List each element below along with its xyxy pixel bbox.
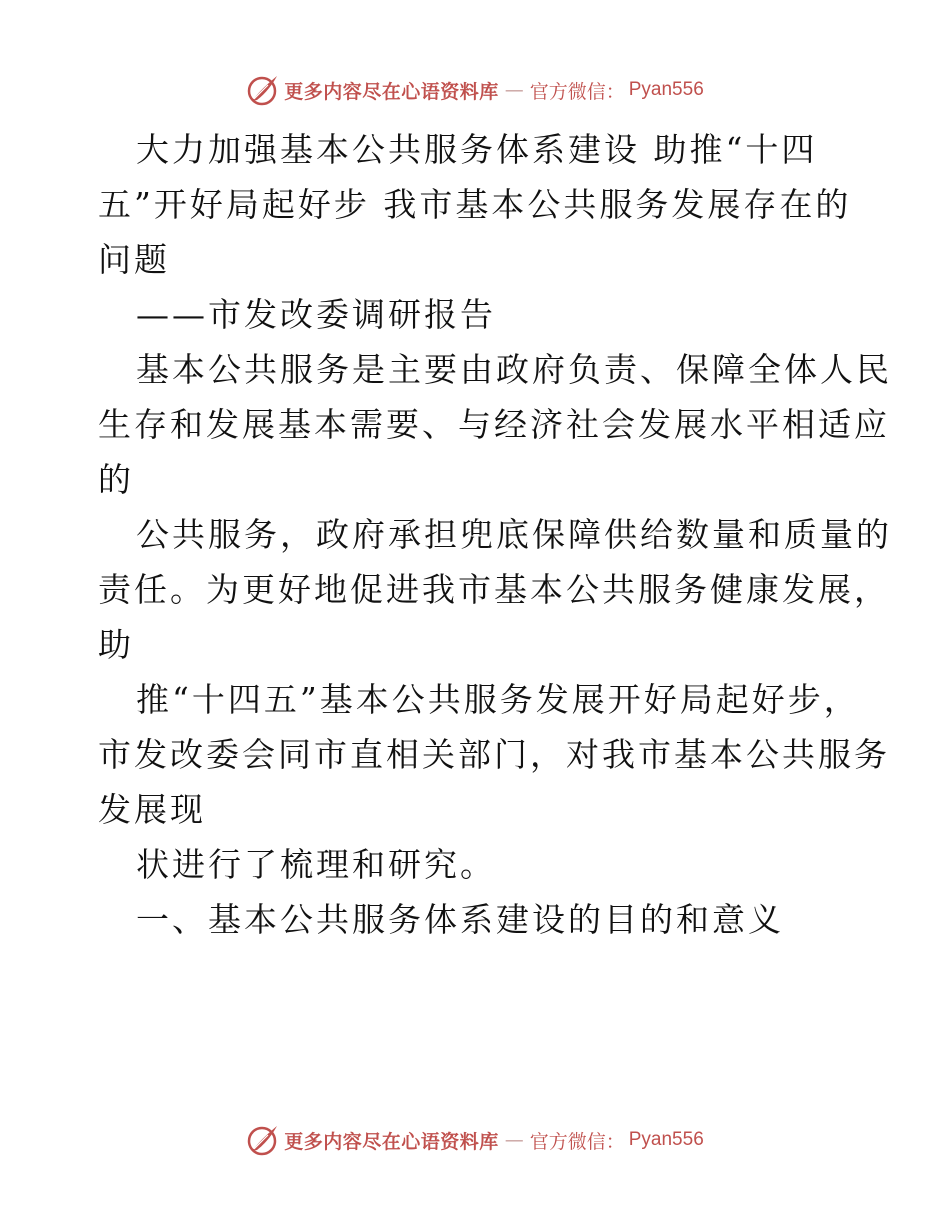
wechat-id: Pyan556	[628, 79, 704, 100]
paragraph-line: 发展现	[98, 790, 206, 829]
paragraph-line: 基本公共服务是主要由政府负责、保障全体人民	[136, 350, 892, 389]
header-watermark	[0, 70, 950, 110]
promo-separator: —	[504, 79, 524, 101]
paragraph-line: 公共服务，政府承担兜底保障供给数量和质量的	[136, 515, 892, 554]
title-line-2: 五”开好局起好步 我市基本公共服务发展存在的	[98, 185, 852, 224]
site-promo-text: 更多内容尽在心语资料库	[284, 1130, 499, 1153]
paragraph-line: 生存和发展基本需要、与经济社会发展水平相适应	[98, 405, 890, 444]
title-line-3: 问题	[98, 240, 170, 279]
wechat-label: 官方微信：	[529, 1130, 625, 1153]
footer-watermark	[0, 1120, 950, 1160]
title-line-1: 大力加强基本公共服务体系建设 助推“十四	[136, 130, 818, 169]
quill-pen-icon	[246, 73, 280, 107]
quill-pen-icon	[246, 1123, 280, 1157]
document-body	[98, 122, 892, 947]
paragraph-line: 助	[98, 625, 134, 664]
paragraph-line: 市发改委会同市直相关部门，对我市基本公共服务	[98, 735, 890, 774]
wechat-label: 官方微信：	[529, 80, 625, 103]
paragraph-line: 的	[98, 460, 134, 499]
paragraph-line: 责任。为更好地促进我市基本公共服务健康发展，	[98, 570, 890, 609]
subtitle-line: ——市发改委调研报告	[136, 295, 496, 334]
wechat-id: Pyan556	[628, 1129, 704, 1150]
paragraph-line: 状进行了梳理和研究。	[136, 845, 496, 884]
promo-separator: —	[504, 1129, 524, 1151]
section-heading: 一、基本公共服务体系建设的目的和意义	[136, 900, 784, 939]
site-promo-text: 更多内容尽在心语资料库	[284, 80, 499, 103]
paragraph-line: 推“十四五”基本公共服务发展开好局起好步，	[136, 680, 860, 719]
